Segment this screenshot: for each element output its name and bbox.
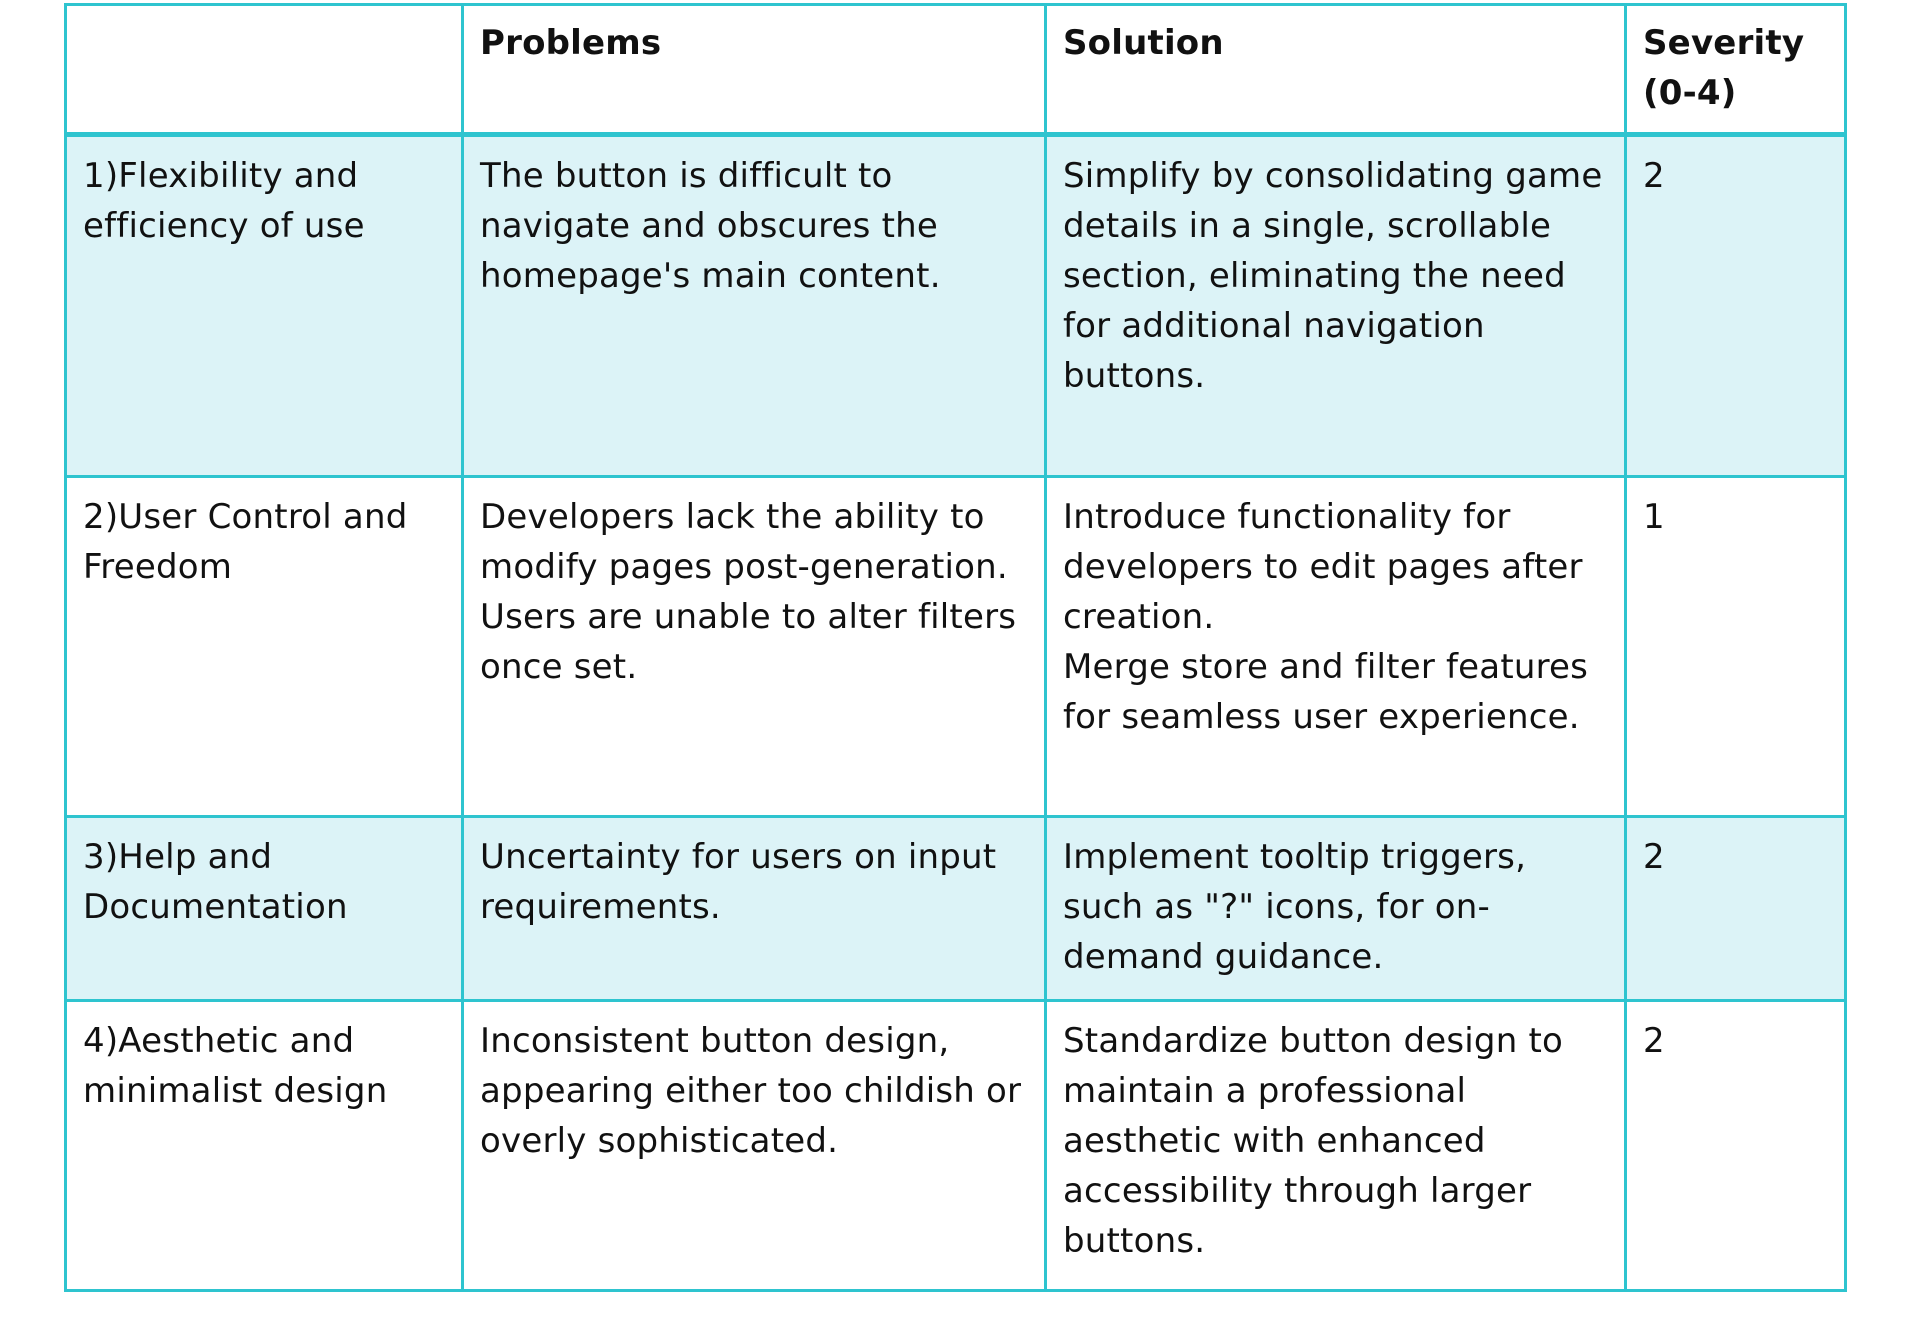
heuristic-cell: 2)User Control and Freedom [66, 477, 463, 817]
header-solution: Solution [1046, 5, 1626, 135]
problems-cell [463, 1001, 1046, 1291]
table-row [66, 817, 1846, 1001]
solution-text: Simplify by consolidating game details in a single, scrollable section, eliminating the need for additional navigation buttons. [1063, 156, 1603, 396]
heuristic-evaluation-table [64, 3, 1847, 1292]
solution-text: Standardize button design to maintain a professional aesthetic with enhanced accessibility through larger buttons. [1063, 1021, 1563, 1261]
severity-cell: 2 [1626, 135, 1846, 477]
header-heuristic [66, 5, 463, 135]
heuristic-cell: 3)Help and Documentation [66, 817, 463, 1001]
heuristic-evaluation-table-wrapper [64, 3, 1844, 1292]
solution-text: Introduce functionality for developers to edit pages after creation. [1063, 497, 1583, 637]
problems-cell [463, 817, 1046, 1001]
heuristic-cell: 1)Flexibility and efficiency of use [66, 135, 463, 477]
header-problems: Problems [463, 5, 1046, 135]
problems-cell [463, 477, 1046, 817]
severity-cell: 2 [1626, 1001, 1846, 1291]
solution-cell [1046, 817, 1626, 1001]
problem-text: Uncertainty for users on input requirements. [480, 837, 997, 927]
problem-text: Users are unable to alter filters once set. [480, 597, 1017, 687]
table-row [66, 135, 1846, 477]
table-row [66, 1001, 1846, 1291]
solution-cell [1046, 135, 1626, 477]
solution-cell [1046, 1001, 1626, 1291]
problem-text: Developers lack the ability to modify pages post-generation. [480, 497, 1008, 587]
problem-text: The button is difficult to navigate and obscures the homepage's main content. [480, 156, 941, 296]
solution-cell [1046, 477, 1626, 817]
heuristic-cell: 4)Aesthetic and minimalist design [66, 1001, 463, 1291]
solution-text: Implement tooltip triggers, such as "?" icons, for on-demand guidance. [1063, 837, 1527, 977]
table-row [66, 477, 1846, 817]
problems-cell [463, 135, 1046, 477]
header-severity: Severity (0-4) [1626, 5, 1846, 135]
table-header-row [66, 5, 1846, 135]
problem-text: Inconsistent button design, appearing either too childish or overly sophisticated. [480, 1021, 1022, 1161]
solution-text: Merge store and filter features for seamless user experience. [1063, 647, 1589, 737]
severity-cell: 2 [1626, 817, 1846, 1001]
severity-cell: 1 [1626, 477, 1846, 817]
